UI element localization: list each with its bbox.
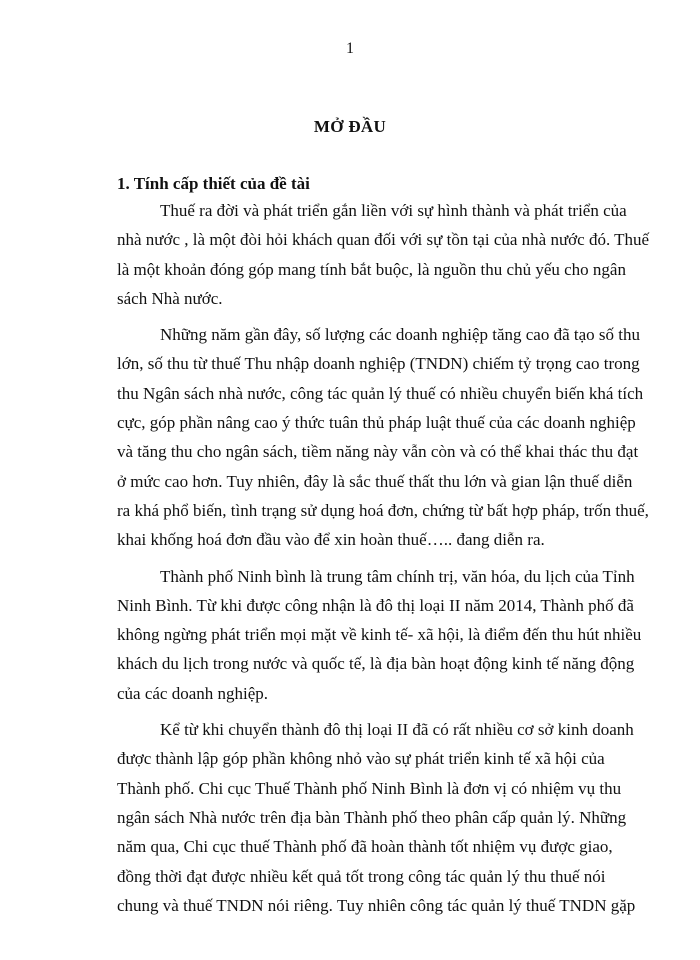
paragraph-line: và tăng thu cho ngân sách, tiềm năng này vẫn còn và có thể khai thác thu đạt	[117, 442, 639, 462]
paragraph	[117, 562, 642, 708]
paragraph-line: không ngừng phát triển mọi mặt về kinh tế- xã hội, là điểm đến thu hút nhiều	[117, 625, 642, 645]
paragraph-line: sách Nhà nước.	[117, 288, 223, 308]
paragraph-line: của các doanh nghiệp.	[117, 683, 269, 703]
paragraph-line: Thành phố Ninh bình là trung tâm chính trị, văn hóa, du lịch của Tỉnh	[160, 566, 635, 586]
paragraph-line: Thành phố. Chi cục Thuế Thành phố Ninh Bình là đơn vị có nhiệm vụ thu	[117, 778, 622, 798]
paragraph-line: Thuế ra đời và phát triển gắn liền với sự hình thành và phát triển của	[160, 201, 627, 220]
paragraph-line: Ninh Bình. Từ khi được công nhận là đô thị loại II năm 2014, Thành phố đã	[117, 595, 634, 615]
paragraph	[117, 196, 650, 313]
paragraph-line: cực, góp phần nâng cao ý thức tuân thủ pháp luật thuế của các doanh nghiệp	[117, 413, 636, 433]
paragraph-line: năm qua, Chi cục thuế Thành phố đã hoàn thành tốt nhiệm vụ được giao,	[117, 837, 613, 857]
paragraph-line: lớn, số thu từ thuế Thu nhập doanh nghiệp (TNDN) chiếm tỷ trọng cao trong	[117, 354, 640, 374]
paragraph-line: chung và thuế TNDN nói riêng. Tuy nhiên công tác quản lý thuế TNDN gặp	[117, 895, 636, 915]
paragraph-line: là một khoản đóng góp mang tính bắt buộc, là nguồn thu chủ yếu cho ngân	[117, 259, 626, 279]
paragraph	[117, 715, 636, 920]
section-heading: 1. Tính cấp thiết của đề tài	[117, 174, 310, 193]
paragraph	[117, 320, 649, 554]
paragraph-line: ở mức cao hơn. Tuy nhiên, đây là sắc thuế thất thu lớn và gian lận thuế diễn	[117, 471, 633, 491]
paragraph-line: ngân sách Nhà nước trên địa bàn Thành phố theo phân cấp quản lý. Những	[117, 807, 627, 827]
section-body	[117, 196, 650, 927]
paragraph-line: Những năm gần đây, số lượng các doanh nghiệp tăng cao đã tạo số thu	[160, 325, 641, 345]
page-number: 1	[346, 40, 354, 57]
paragraph-line: thu Ngân sách nhà nước, công tác quản lý thuế có nhiều chuyển biến khá tích	[117, 383, 644, 403]
paragraph-line: ra khá phổ biến, tình trạng sử dụng hoá đơn, chứng từ bất hợp pháp, trốn thuế,	[117, 500, 649, 520]
paragraph-line: được thành lập góp phần không nhỏ vào sự phát triển kinh tế xã hội của	[117, 749, 605, 769]
paragraph-line: khai khống hoá đơn đầu vào để xin hoàn thuế….. đang diễn ra.	[117, 530, 545, 550]
paragraph-line: khách du lịch trong nước và quốc tế, là địa bàn hoạt động kinh tế năng động	[117, 654, 635, 674]
document-title: MỞ ĐẦU	[313, 117, 387, 136]
paragraph-line: nhà nước , là một đòi hỏi khách quan đối với sự tồn tại của nhà nước đó. Thuế	[117, 230, 650, 250]
paragraph-line: đồng thời đạt được nhiều kết quả tốt trong công tác quản lý thu thuế nói	[117, 866, 606, 886]
paragraph-line: Kể từ khi chuyển thành đô thị loại II đã có rất nhiều cơ sở kinh doanh	[160, 720, 634, 740]
